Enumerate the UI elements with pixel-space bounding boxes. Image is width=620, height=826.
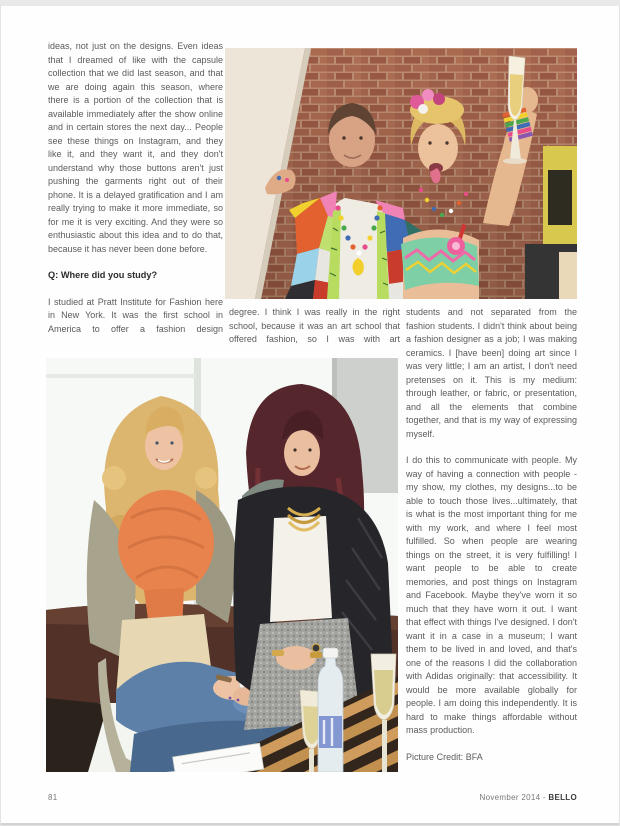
article-paragraph: ideas, not just on the designs. Even ideas that I dreamed of like with the capsule collection that we did last season, and that we are doing again this season, where there is a portion of the collection that is available immediately after the show online and in certain stores the next day... People see these things on Instagram, and they like it, and they want it, and they don't understand why those buttons aren't just pushing the garments right out of their phone. It is a delayed gratification and I am really trying to make it more immediate, so for me it is very exciting. And they were so enthusiastic about this idea and to do that, because it has never been done before. [48,41,223,254]
article-paragraph: degree. I think I was really in the right school, because it was an art school that offered fashion, so I was with art [229,307,400,344]
photo-top-illustration [225,48,577,299]
article-paragraph: students and not separated from the fashion students. I didn't think about being a fashion designer as a job; I was making ceramics. I [have been] doing art since I was very little; I am an artist, I don't need pretenses on it. This is my medium: through leather, or fabric, or presentation, and all the elements that combine together, and that is my way of expressing myself. [406,307,577,439]
article-paragraph: I do this to communicate with people. My way of having a connection with people - my show, my clothes, my designs...to be able to touch those lives...ultimately, that is what is the most important thing for me with my work, and where I feel most fulfilled. So when people are wearing things on the street, it is very fulfilling! I want people to be able to create memories, and post things on Instagram and Facebook. Maybe they've worn it so much that they have worn it out. I want that effect with things I've designed. I don't want it in a case in a museum; I want them to be lived in and loved, and that's one of the reasons I did the collaboration with Adidas originally: that accessibility. It would be more available globally for people. I am doing this independently. It is hard to make things affordable without mass production. [406,455,577,735]
column-right [406,306,577,777]
photo-jeremy-scott-miley-cyrus [225,48,577,299]
column-left [48,40,223,336]
photo-two-women-sofa [46,358,398,772]
picture-credit: Picture Credit: BFA [406,751,483,762]
magazine-name: BELLO [548,793,577,802]
photo-bottom-illustration [46,358,398,772]
page-footer [48,793,577,802]
question-heading: Q: Where did you study? [48,270,158,280]
article-paragraph: I studied at Pratt Institute for Fashion here in New York. It was the first school in America to offer a fashion design [48,296,223,334]
footer-right [480,793,577,802]
column-middle [229,306,400,347]
issue-date: November 2014 - [479,793,549,802]
page-number: 81 [48,793,58,802]
scan-edge [0,0,620,6]
